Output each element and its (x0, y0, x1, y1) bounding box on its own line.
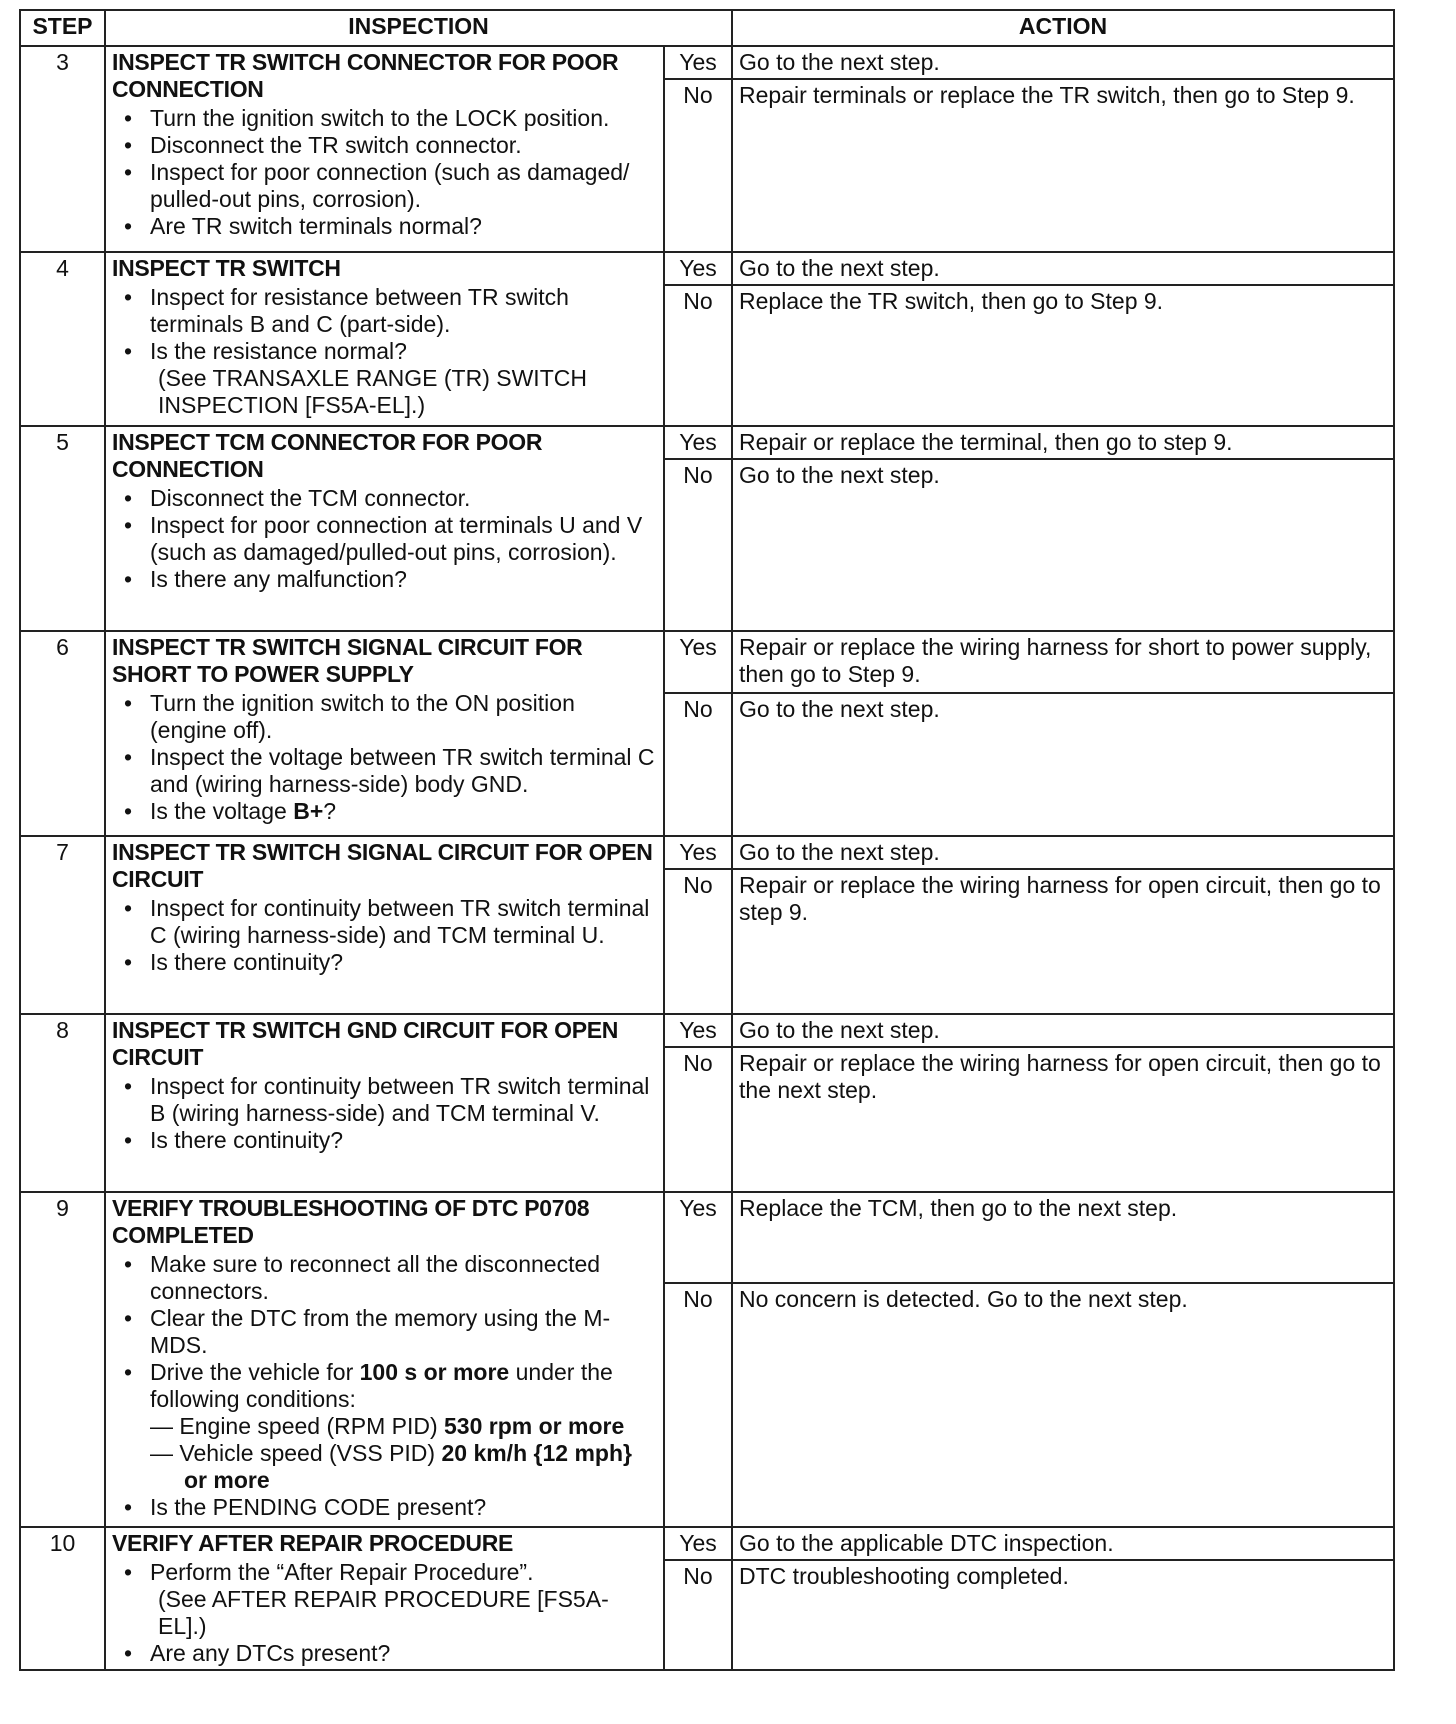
no-label: No (664, 285, 732, 426)
inspection-title: INSPECT TR SWITCH SIGNAL CIRCUIT FOR OPEN CIRCUIT (112, 839, 653, 892)
no-label: No (664, 1047, 732, 1192)
inspection-cell (105, 1192, 664, 1527)
no-action: Repair or replace the wiring harness for open circuit, then go to step 9. (732, 869, 1394, 1014)
list-item: • Clear the DTC from the memory using the M-MDS. (150, 1305, 657, 1359)
table-row (20, 46, 1394, 79)
inspection-list (112, 895, 657, 976)
condition-label: — Engine speed (RPM PID) (150, 1413, 445, 1439)
list-item: • Inspect for continuity between TR switch terminal B (wiring harness-side) and TCM terminal V. (150, 1073, 657, 1127)
question-text: Is the voltage (150, 798, 294, 824)
inspection-cell (105, 1527, 664, 1670)
list-item: • Is there any malfunction? (150, 566, 657, 593)
condition-value: 20 km/h {12 mph} or more (184, 1440, 632, 1493)
list-item: • Disconnect the TR switch connector. (150, 132, 657, 159)
step-number: 3 (20, 46, 105, 252)
table-row (20, 631, 1394, 693)
drive-text-end: under the following conditions: (150, 1359, 613, 1412)
yes-action: Go to the next step. (732, 1014, 1394, 1047)
yes-action: Go to the next step. (732, 46, 1394, 79)
list-item: • Make sure to reconnect all the disconnected connectors. (150, 1251, 657, 1305)
yes-label: Yes (664, 1527, 732, 1560)
inspection-cell (105, 631, 664, 836)
inspection-list (112, 485, 657, 593)
table-row (20, 1192, 1394, 1283)
no-action: No concern is detected. Go to the next step. (732, 1283, 1394, 1527)
step-number: 6 (20, 631, 105, 836)
inspection-cell (105, 46, 664, 252)
yes-label: Yes (664, 426, 732, 459)
list-item: • Are TR switch terminals normal? (150, 213, 657, 240)
drive-duration: 100 s or more (359, 1359, 510, 1385)
inspection-cell (105, 252, 664, 426)
inspection-title: INSPECT TR SWITCH GND CIRCUIT FOR OPEN CIRCUIT (112, 1017, 619, 1070)
inspection-list (112, 105, 657, 240)
inspection-title: INSPECT TCM CONNECTOR FOR POOR CONNECTION (112, 429, 543, 482)
yes-label: Yes (664, 252, 732, 285)
list-item: • Inspect the voltage between TR switch terminal C and (wiring harness-side) body GND. (150, 744, 657, 798)
list-item: • Is there continuity? (150, 949, 657, 976)
inspection-title: INSPECT TR SWITCH (112, 255, 341, 281)
no-label: No (664, 1283, 732, 1527)
no-label: No (664, 693, 732, 836)
no-action: DTC troubleshooting completed. (732, 1560, 1394, 1670)
inspection-list (112, 1073, 657, 1154)
no-label: No (664, 459, 732, 631)
yes-label: Yes (664, 46, 732, 79)
yes-action: Replace the TCM, then go to the next step. (732, 1192, 1394, 1283)
yes-action: Go to the next step. (732, 836, 1394, 869)
yes-label: Yes (664, 836, 732, 869)
step-number: 7 (20, 836, 105, 1014)
list-item: • Are any DTCs present? (150, 1640, 657, 1667)
list-item: • Turn the ignition switch to the LOCK position. (150, 105, 657, 132)
question-mark: ? (323, 798, 337, 824)
question-text: Is the resistance normal? (150, 338, 407, 364)
no-action: Go to the next step. (732, 693, 1394, 836)
no-label: No (664, 869, 732, 1014)
yes-action: Repair or replace the terminal, then go to step 9. (732, 426, 1394, 459)
inspection-title: VERIFY AFTER REPAIR PROCEDURE (112, 1530, 514, 1556)
list-item (150, 798, 657, 825)
drive-text: Drive the vehicle for (150, 1359, 360, 1385)
question-value: B+ (293, 798, 324, 824)
header-inspection: INSPECTION (105, 10, 732, 46)
inspection-list (112, 1251, 657, 1521)
yes-label: Yes (664, 1014, 732, 1047)
yes-label: Yes (664, 631, 732, 693)
list-item: • Inspect for continuity between TR switch terminal C (wiring harness-side) and TCM terminal U. (150, 895, 657, 949)
table-row (20, 836, 1394, 869)
list-item: • Turn the ignition switch to the ON position (engine off). (150, 690, 657, 744)
inspection-list (112, 1559, 657, 1667)
step-number: 10 (20, 1527, 105, 1670)
inspection-title: INSPECT TR SWITCH SIGNAL CIRCUIT FOR SHORT TO POWER SUPPLY (112, 634, 583, 687)
list-item (150, 1359, 657, 1494)
inspection-cell (105, 1014, 664, 1192)
yes-action: Go to the next step. (732, 252, 1394, 285)
inspection-list (112, 690, 657, 825)
list-item: • Inspect for resistance between TR switch terminals B and C (part-side). (150, 284, 657, 338)
no-action: Repair terminals or replace the TR switch, then go to Step 9. (732, 79, 1394, 252)
inspection-cell (105, 836, 664, 1014)
yes-action: Repair or replace the wiring harness for short to power supply, then go to Step 9. (732, 631, 1394, 693)
condition-value: 530 rpm or more (444, 1413, 625, 1439)
step-number: 5 (20, 426, 105, 631)
condition-engine-speed (150, 1413, 657, 1440)
no-label: No (664, 1560, 732, 1670)
list-item: • Inspect for poor connection (such as damaged/ pulled-out pins, corrosion). (150, 159, 657, 213)
table-header-row (20, 10, 1394, 46)
list-item: • Is there continuity? (150, 1127, 657, 1154)
no-action: Go to the next step. (732, 459, 1394, 631)
inspection-cell (105, 426, 664, 631)
reference-link[interactable]: (See AFTER REPAIR PROCEDURE [FS5A-EL].) (158, 1586, 609, 1639)
list-item: • Is the PENDING CODE present? (150, 1494, 657, 1521)
table-row (20, 1527, 1394, 1560)
list-item: • Inspect for poor connection at terminals U and V (such as damaged/pulled-out pins, corrosion). (150, 512, 657, 566)
list-item: • Disconnect the TCM connector. (150, 485, 657, 512)
no-action: Repair or replace the wiring harness for open circuit, then go to the next step. (732, 1047, 1394, 1192)
step-number: 4 (20, 252, 105, 426)
condition-label: — Vehicle speed (VSS PID) (150, 1440, 442, 1466)
yes-label: Yes (664, 1192, 732, 1283)
inspection-title: INSPECT TR SWITCH CONNECTOR FOR POOR CONNECTION (112, 49, 619, 102)
header-action: ACTION (732, 10, 1394, 46)
condition-vehicle-speed (150, 1440, 657, 1494)
reference-link[interactable]: (See TRANSAXLE RANGE (TR) SWITCH INSPECTION [FS5A-EL].) (158, 365, 587, 418)
list-item (150, 338, 657, 419)
step-number: 8 (20, 1014, 105, 1192)
inspection-title: VERIFY TROUBLESHOOTING OF DTC P0708 COMPLETED (112, 1195, 590, 1248)
yes-action: Go to the applicable DTC inspection. (732, 1527, 1394, 1560)
no-label: No (664, 79, 732, 252)
header-step: STEP (20, 10, 105, 46)
table-row (20, 252, 1394, 285)
troubleshooting-table (19, 9, 1395, 1671)
table-row (20, 426, 1394, 459)
inspection-list (112, 284, 657, 419)
no-action: Replace the TR switch, then go to Step 9. (732, 285, 1394, 426)
instruction-text: Perform the “After Repair Procedure”. (150, 1559, 534, 1585)
list-item (150, 1559, 657, 1640)
table-row (20, 1014, 1394, 1047)
step-number: 9 (20, 1192, 105, 1527)
